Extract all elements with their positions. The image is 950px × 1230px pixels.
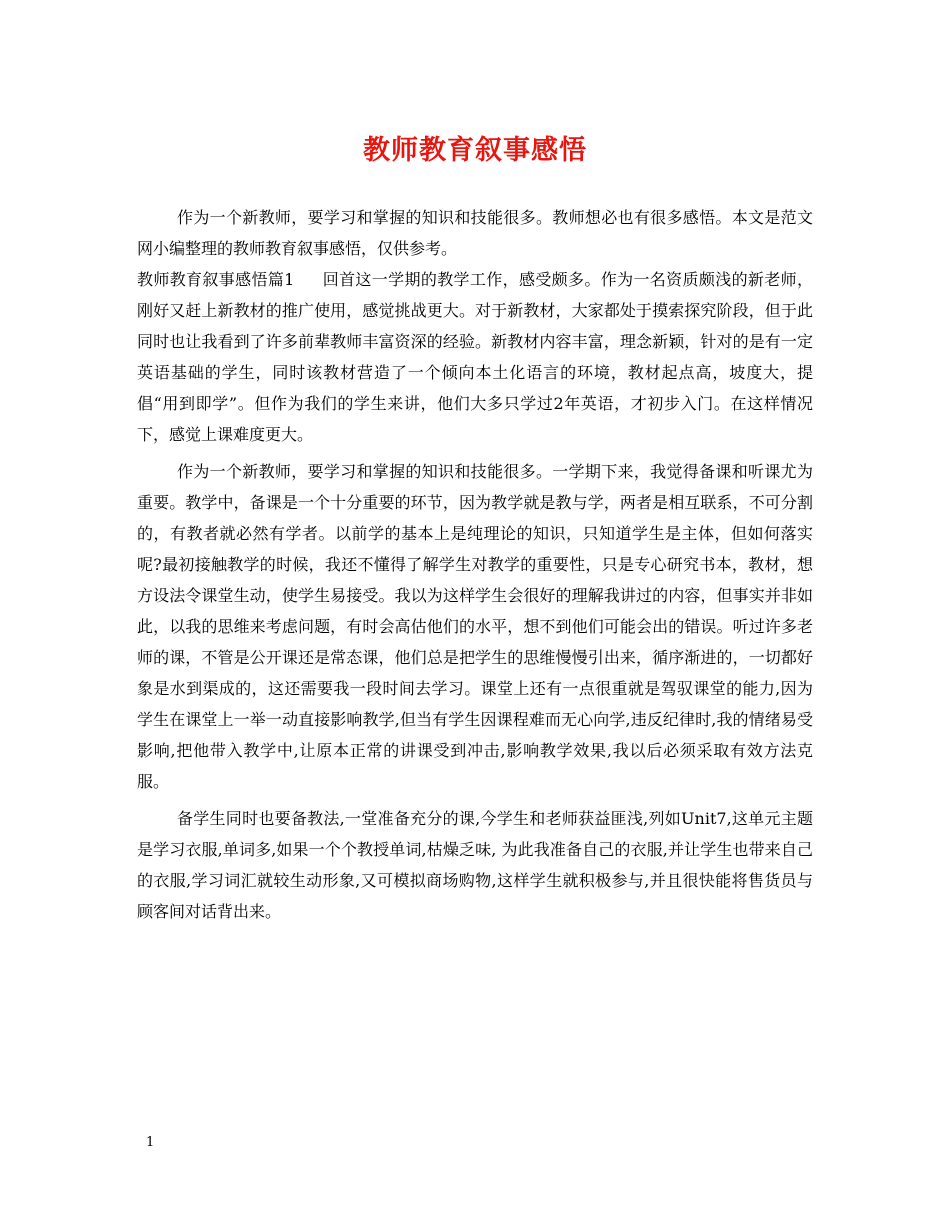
paragraph-3: 备学生同时也要备教法,一堂准备充分的课,今学生和老师获益匪浅,列如Unit7,这单元主题是学习衣服,单词多,如果一个个教授单词,枯燥乏味, 为此我准备自己的衣服,并让学生也带来自己的衣服,学习词汇就较生动形象,又可模拟商场购物,这样学生就积极参与,并且很快能将售货员与顾客间对话背出来。 [137,809,813,921]
document-title: 教师教育叙事感悟 [363,135,587,166]
paragraph-2: 作为一个新教师，要学习和掌握的知识和技能很多。一学期下来，我觉得备课和听课尤为重要。教学中，备课是一个十分重要的环节，因为教学就是教与学，两者是相互联系，不可分割的，有教者就必然有学者。以前学的基本上是纯理论的知识，只知道学生是主体，但如何落实呢?最初接触教学的时候，我还不懂得了解学生对教学的重要性，只是专心研究书本，教材，想方设法令课堂生动，使学生易接受。我以为这样学生会很好的理解我讲过的内容，但事实并非如此，以我的思维来考虑问题，有时会高估他们的水平，想不到他们可能会出的错误。听过许多老师的课，不管是公开课还是常态课，他们总是把学生的思维慢慢引出来，循序渐进的，一切都好象是水到渠成的，这还需要我一段时间去学习。课堂上还有一点很重就是驾驭课堂的能力,因为学生在课堂上一举一动直接影响教学,但当有学生因课程难而无心向学,违反纪律时,我的情绪易受影响,把他带入教学中,让原本正常的讲课受到冲击,影响教学效果,我以后必须采取有效方法克服。 [137,462,813,791]
page-number: 1 [146,1135,155,1150]
document-body [137,202,813,933]
section-1-paragraph [137,264,813,450]
intro-paragraph: 作为一个新教师，要学习和掌握的知识和技能很多。教师想必也有很多感悟。本文是范文网小编整理的教师教育叙事感悟，仅供参考。 [137,208,813,258]
paragraph-1-text: 回首这一学期的教学工作，感受颇多。作为一名资质颇浅的新老师，刚好又赶上新教材的推广使用，感觉挑战更大。对于新教材，大家都处于摸索探究阶段，但于此同时也让我看到了许多前辈教师丰富资深的经验。新教材内容丰富，理念新颖，针对的是有一定英语基础的学生，同时该教材营造了一个倾向本土化语言的环境，教材起点高，坡度大，提倡“用到即学”。但作为我们的学生来讲，他们大多只学过2年英语，才初步入门。在这样情况下，感觉上课难度更大。 [137,270,813,444]
section-heading: 教师教育叙事感悟篇1 [137,270,295,289]
